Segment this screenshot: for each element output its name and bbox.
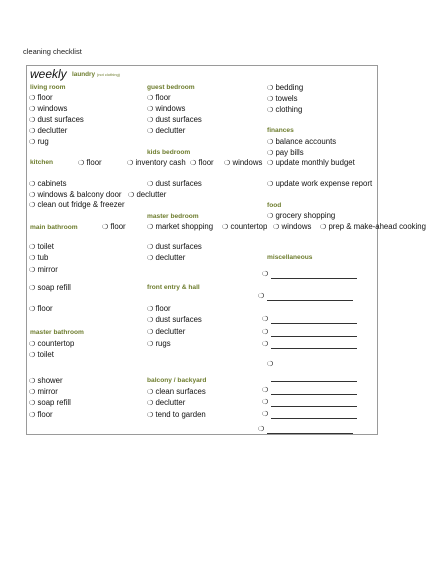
list-item[interactable]: ❍ market shopping [147,222,214,231]
list-item[interactable]: ❍ clean out fridge & freezer [29,200,125,209]
blank-line[interactable] [271,348,357,349]
list-item[interactable]: ❍ towels [267,94,298,103]
list-item[interactable]: ❍ tend to garden [147,410,206,419]
list-item[interactable]: ❍ floor [147,304,171,313]
blank-checkbox[interactable]: ❍ [258,426,265,433]
list-item[interactable]: ❍ dust surfaces [29,115,84,124]
list-item[interactable]: ❍ rugs [147,339,171,348]
list-item[interactable]: ❍ mirror [29,265,58,274]
list-item[interactable]: ❍ windows [273,222,312,231]
main-bathroom-heading: main bathroom [30,224,78,231]
blank-checkbox[interactable]: ❍ [262,399,269,406]
list-item[interactable]: ❍ cabinets [29,179,67,188]
blank-checkbox[interactable]: ❍ [262,341,269,348]
list-item[interactable]: ❍ windows [224,158,263,167]
list-item[interactable]: ❍ clean surfaces [147,387,206,396]
blank-checkbox[interactable]: ❍ [262,316,269,323]
list-item[interactable]: ❍ windows [147,104,186,113]
list-item[interactable]: ❍ prep & make-ahead cooking [320,222,426,231]
laundry-heading: laundry (not clothing) [72,71,120,78]
list-item[interactable]: ❍ dust surfaces [147,179,202,188]
blank-line[interactable] [271,278,357,279]
blank-line[interactable] [271,406,357,407]
guest-bedroom-heading: guest bedroom [147,84,195,91]
list-item[interactable]: ❍ dust surfaces [147,115,202,124]
blank-line[interactable] [271,323,357,324]
list-item[interactable]: ❍ floor [29,410,53,419]
blank-checkbox[interactable]: ❍ [267,361,274,368]
list-item[interactable]: ❍ declutter [29,126,68,135]
list-item[interactable]: ❍ declutter [147,253,186,262]
master-bedroom-heading: master bedroom [147,213,199,220]
living-room-heading: living room [30,84,66,91]
list-item[interactable]: ❍ rug [29,137,49,146]
list-item[interactable]: ❍ floor [29,304,53,313]
kids-bedroom-heading: kids bedroom [147,149,191,156]
list-item[interactable]: ❍ grocery shopping [267,211,336,220]
list-item[interactable]: ❍ floor [190,158,214,167]
list-item[interactable]: ❍ clothing [267,105,303,114]
list-item[interactable]: ❍ floor [147,93,171,102]
list-item[interactable]: ❍ toilet [29,242,54,251]
page-title: cleaning checklist [23,47,82,56]
finances-heading: finances [267,127,294,134]
list-item[interactable]: ❍ declutter [147,327,186,336]
blank-line[interactable] [271,418,357,419]
list-item[interactable]: ❍ floor [29,93,53,102]
blank-line[interactable] [271,381,357,382]
blank-checkbox[interactable]: ❍ [262,387,269,394]
kitchen-heading: kitchen [30,159,54,166]
list-item[interactable]: ❍ inventory cash [127,158,186,167]
blank-checkbox[interactable]: ❍ [262,271,269,278]
blank-checkbox[interactable]: ❍ [262,411,269,418]
list-item[interactable]: ❍ dust surfaces [147,242,202,251]
weekly-label: weekly [30,67,67,81]
blank-line[interactable] [271,394,357,395]
list-item[interactable]: ❍ floor [102,222,126,231]
list-item[interactable]: ❍ countertop [222,222,268,231]
master-bathroom-heading: master bathroom [30,329,84,336]
list-item[interactable]: ❍ soap refill [29,283,71,292]
blank-line[interactable] [267,433,353,434]
miscellaneous-heading: miscellaneous [267,254,313,261]
list-item[interactable]: ❍ floor [78,158,102,167]
list-item[interactable]: ❍ declutter [128,190,167,199]
list-item[interactable]: ❍ toilet [29,350,54,359]
blank-checkbox[interactable]: ❍ [262,329,269,336]
front-entry-heading: front entry & hall [147,284,200,291]
list-item[interactable]: ❍ shower [29,376,63,385]
list-item[interactable]: ❍ windows & balcony door [29,190,122,199]
list-item[interactable]: ❍ countertop [29,339,75,348]
list-item[interactable]: ❍ soap refill [29,398,71,407]
blank-line[interactable] [267,300,353,301]
blank-line[interactable] [271,336,357,337]
list-item[interactable]: ❍ declutter [147,398,186,407]
list-item[interactable]: ❍ tub [29,253,49,262]
food-heading: food [267,202,282,209]
list-item[interactable]: ❍ windows [29,104,68,113]
list-item[interactable]: ❍ bedding [267,83,304,92]
list-item[interactable]: ❍ update work expense report [267,179,373,188]
list-item[interactable]: ❍ mirror [29,387,58,396]
list-item[interactable]: ❍ dust surfaces [147,315,202,324]
list-item[interactable]: ❍ update monthly budget [267,158,355,167]
blank-checkbox[interactable]: ❍ [258,293,265,300]
list-item[interactable]: ❍ declutter [147,126,186,135]
balcony-heading: balcony / backyard [147,377,207,384]
list-item[interactable]: ❍ pay bills [267,148,304,157]
list-item[interactable]: ❍ balance accounts [267,137,337,146]
